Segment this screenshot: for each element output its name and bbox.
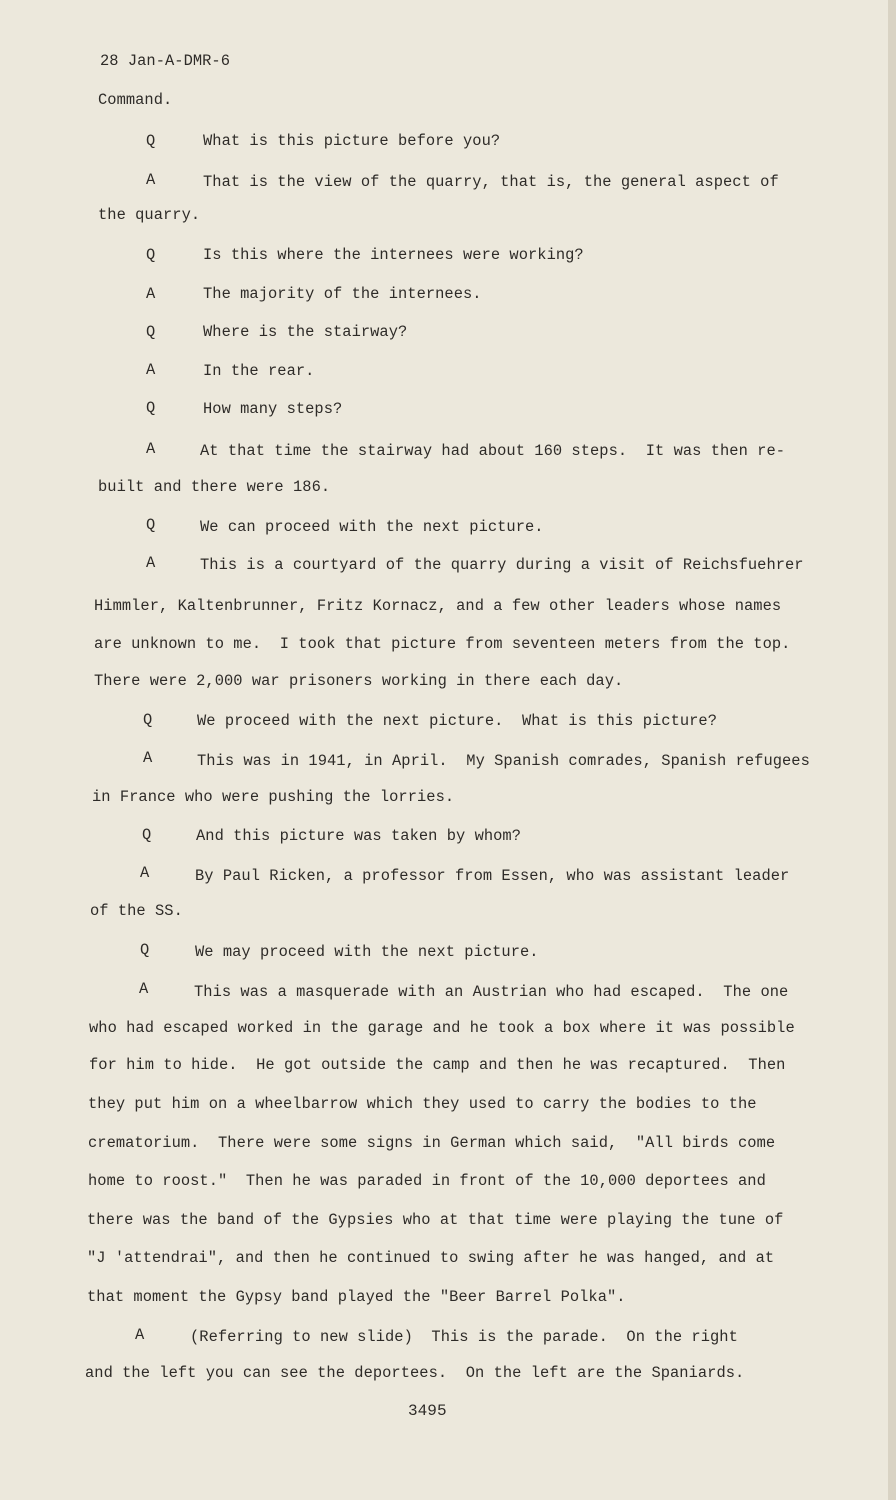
- speaker-label: Q: [143, 711, 153, 729]
- text-line: crematorium. There were some signs in German which said, "All birds come: [88, 1134, 776, 1152]
- text-line: for him to hide. He got outside the camp and then he was recaptured. Then: [89, 1056, 786, 1074]
- speaker-label: Q: [140, 941, 150, 959]
- speaker-label: Q: [146, 516, 156, 534]
- text-line: that moment the Gypsy band played the "Beer Barrel Polka".: [87, 1288, 626, 1306]
- document-id: 28 Jan-A-DMR-6: [100, 52, 231, 70]
- text-line: Where is the stairway?: [203, 323, 408, 341]
- text-line: We proceed with the next picture. What is this picture?: [197, 712, 718, 730]
- speaker-label: A: [146, 285, 156, 303]
- text-line: are unknown to me. I took that picture from seventeen meters from the top.: [94, 635, 791, 653]
- text-line: The majority of the internees.: [203, 285, 482, 303]
- text-line: Command.: [98, 91, 173, 109]
- speaker-label: Q: [146, 132, 156, 150]
- speaker-label: Q: [146, 246, 156, 264]
- speaker-label: A: [143, 749, 153, 767]
- text-line: Is this where the internees were working?: [203, 246, 584, 264]
- text-line: At that time the stairway had about 160 steps. It was then re-: [200, 442, 786, 460]
- page-number: 3495: [408, 1402, 447, 1420]
- text-line: There were 2,000 war prisoners working in there each day.: [94, 672, 624, 690]
- speaker-label: A: [135, 1326, 145, 1344]
- text-line: We may proceed with the next picture.: [195, 943, 539, 961]
- text-line: By Paul Ricken, a professor from Essen, who was assistant leader: [195, 867, 790, 885]
- speaker-label: Q: [146, 399, 156, 417]
- text-line: In the rear.: [203, 362, 315, 380]
- speaker-label: A: [139, 980, 149, 998]
- text-line: (Referring to new slide) This is the parade. On the right: [190, 1328, 738, 1346]
- text-line: And this picture was taken by whom?: [196, 827, 522, 845]
- text-line: We can proceed with the next picture.: [200, 518, 544, 536]
- text-line: That is the view of the quarry, that is, the general aspect of: [203, 173, 779, 191]
- text-line: and the left you can see the deportees. On the left are the Spaniards.: [85, 1364, 745, 1382]
- text-line: What is this picture before you?: [203, 132, 501, 150]
- speaker-label: A: [146, 171, 156, 189]
- speaker-label: A: [146, 440, 156, 458]
- text-line: in France who were pushing the lorries.: [92, 788, 455, 806]
- text-line: home to roost." Then he was paraded in front of the 10,000 deportees and: [88, 1172, 766, 1190]
- text-line: there was the band of the Gypsies who at that time were playing the tune of: [87, 1211, 784, 1229]
- text-line: "J 'attendrai", and then he continued to swing after he was hanged, and at: [87, 1249, 775, 1267]
- speaker-label: A: [146, 554, 156, 572]
- text-line: This was in 1941, in April. My Spanish comrades, Spanish refugees: [197, 752, 810, 770]
- text-line: built and there were 186.: [98, 478, 331, 496]
- speaker-label: A: [146, 361, 156, 379]
- speaker-label: Q: [142, 826, 152, 844]
- page-edge: [888, 0, 896, 1500]
- text-line: they put him on a wheelbarrow which they used to carry the bodies to the: [88, 1095, 757, 1113]
- text-line: This is a courtyard of the quarry during a visit of Reichsfuehrer: [200, 556, 804, 574]
- text-line: of the SS.: [90, 902, 183, 920]
- speaker-label: Q: [146, 323, 156, 341]
- text-line: This was a masquerade with an Austrian who had escaped. The one: [194, 983, 789, 1001]
- text-line: who had escaped worked in the garage and he took a box where it was possible: [89, 1019, 795, 1037]
- text-line: Himmler, Kaltenbrunner, Fritz Kornacz, and a few other leaders whose names: [94, 597, 782, 615]
- speaker-label: A: [140, 864, 150, 882]
- text-line: How many steps?: [203, 400, 343, 418]
- text-line: the quarry.: [98, 206, 201, 224]
